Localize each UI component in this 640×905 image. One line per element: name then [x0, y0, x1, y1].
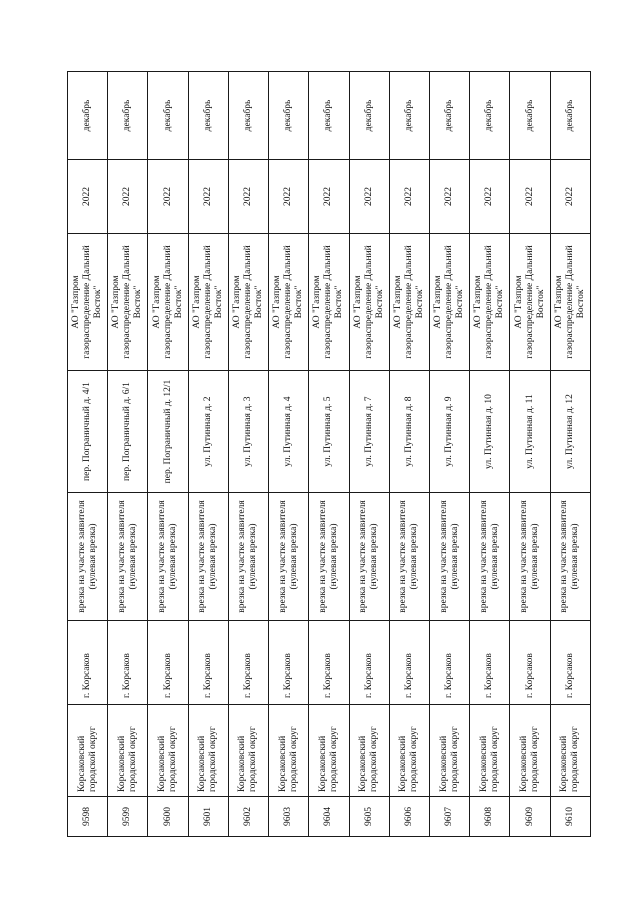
month-cell: декабрь: [188, 72, 228, 160]
row-number: 9609: [510, 797, 550, 837]
row-number: 9598: [68, 797, 108, 837]
year-cell: 2022: [550, 160, 590, 234]
city-cell: г. Корсаков: [510, 621, 550, 705]
table-row: [148, 72, 188, 837]
year-cell: 2022: [309, 160, 349, 234]
city-cell: г. Корсаков: [188, 621, 228, 705]
gasification-schedule-table: [67, 71, 591, 837]
organization-cell: АО "Газпром газораспределение Дальний Восток": [389, 234, 429, 371]
address-cell: пер. Пограничный д. 12/1: [148, 371, 188, 493]
month-cell: декабрь: [389, 72, 429, 160]
district-cell: Корсаковский городской округ: [429, 705, 469, 797]
year-cell: 2022: [188, 160, 228, 234]
row-number: 9603: [269, 797, 309, 837]
month-cell: декабрь: [349, 72, 389, 160]
month-cell: декабрь: [550, 72, 590, 160]
organization-cell: АО "Газпром газораспределение Дальний Восток": [470, 234, 510, 371]
row-number: 9604: [309, 797, 349, 837]
row-number: 9607: [429, 797, 469, 837]
address-cell: ул. Путинная д. 3: [228, 371, 268, 493]
work-type-cell: врезка на участке заявителя (нулевая врезка): [309, 493, 349, 621]
district-cell: Корсаковский городской округ: [188, 705, 228, 797]
table-row: [269, 72, 309, 837]
year-cell: 2022: [510, 160, 550, 234]
organization-cell: АО "Газпром газораспределение Дальний Восток": [309, 234, 349, 371]
month-cell: декабрь: [269, 72, 309, 160]
address-cell: ул. Путинная д. 8: [389, 371, 429, 493]
district-cell: Корсаковский городской округ: [108, 705, 148, 797]
address-cell: ул. Путинная д. 10: [470, 371, 510, 493]
address-cell: ул. Путинная д. 11: [510, 371, 550, 493]
work-type-cell: врезка на участке заявителя (нулевая врезка): [470, 493, 510, 621]
address-cell: ул. Путинная д. 7: [349, 371, 389, 493]
year-cell: 2022: [148, 160, 188, 234]
month-cell: декабрь: [470, 72, 510, 160]
month-cell: декабрь: [228, 72, 268, 160]
row-number: 9605: [349, 797, 389, 837]
city-cell: г. Корсаков: [108, 621, 148, 705]
address-cell: пер. Пограничный д. 4/1: [68, 371, 108, 493]
work-type-cell: врезка на участке заявителя (нулевая врезка): [510, 493, 550, 621]
work-type-cell: врезка на участке заявителя (нулевая врезка): [148, 493, 188, 621]
table-row: [349, 72, 389, 837]
city-cell: г. Корсаков: [550, 621, 590, 705]
organization-cell: АО "Газпром газораспределение Дальний Восток": [148, 234, 188, 371]
row-number: 9599: [108, 797, 148, 837]
work-type-cell: врезка на участке заявителя (нулевая врезка): [389, 493, 429, 621]
row-number: 9601: [188, 797, 228, 837]
work-type-cell: врезка на участке заявителя (нулевая врезка): [429, 493, 469, 621]
work-type-cell: врезка на участке заявителя (нулевая врезка): [269, 493, 309, 621]
district-cell: Корсаковский городской округ: [349, 705, 389, 797]
organization-cell: АО "Газпром газораспределение Дальний Восток": [349, 234, 389, 371]
year-cell: 2022: [108, 160, 148, 234]
table-body: [68, 72, 591, 837]
row-number: 9602: [228, 797, 268, 837]
work-type-cell: врезка на участке заявителя (нулевая врезка): [228, 493, 268, 621]
month-cell: декабрь: [510, 72, 550, 160]
city-cell: г. Корсаков: [228, 621, 268, 705]
month-cell: декабрь: [309, 72, 349, 160]
district-cell: Корсаковский городской округ: [309, 705, 349, 797]
organization-cell: АО "Газпром газораспределение Дальний Восток": [269, 234, 309, 371]
row-number: 9610: [550, 797, 590, 837]
table-row: [188, 72, 228, 837]
table-row: [228, 72, 268, 837]
address-cell: ул. Путинная д. 5: [309, 371, 349, 493]
row-number: 9606: [389, 797, 429, 837]
address-cell: ул. Путинная д. 9: [429, 371, 469, 493]
work-type-cell: врезка на участке заявителя (нулевая врезка): [68, 493, 108, 621]
city-cell: г. Корсаков: [68, 621, 108, 705]
table-row: [309, 72, 349, 837]
year-cell: 2022: [389, 160, 429, 234]
table-row: [470, 72, 510, 837]
city-cell: г. Корсаков: [429, 621, 469, 705]
organization-cell: АО "Газпром газораспределение Дальний Восток": [510, 234, 550, 371]
table-row: [108, 72, 148, 837]
table-row: [510, 72, 550, 837]
table-container: [67, 72, 591, 837]
month-cell: декабрь: [108, 72, 148, 160]
year-cell: 2022: [470, 160, 510, 234]
city-cell: г. Корсаков: [148, 621, 188, 705]
address-cell: ул. Путинная д. 12: [550, 371, 590, 493]
district-cell: Корсаковский городской округ: [389, 705, 429, 797]
month-cell: декабрь: [429, 72, 469, 160]
month-cell: декабрь: [148, 72, 188, 160]
organization-cell: АО "Газпром газораспределение Дальний Восток": [550, 234, 590, 371]
district-cell: Корсаковский городской округ: [550, 705, 590, 797]
year-cell: 2022: [228, 160, 268, 234]
work-type-cell: врезка на участке заявителя (нулевая врезка): [349, 493, 389, 621]
table-row: [389, 72, 429, 837]
table-row: [429, 72, 469, 837]
organization-cell: АО "Газпром газораспределение Дальний Восток": [188, 234, 228, 371]
city-cell: г. Корсаков: [470, 621, 510, 705]
district-cell: Корсаковский городской округ: [228, 705, 268, 797]
work-type-cell: врезка на участке заявителя (нулевая врезка): [108, 493, 148, 621]
organization-cell: АО "Газпром газораспределение Дальний Восток": [68, 234, 108, 371]
city-cell: г. Корсаков: [309, 621, 349, 705]
organization-cell: АО "Газпром газораспределение Дальний Восток": [228, 234, 268, 371]
work-type-cell: врезка на участке заявителя (нулевая врезка): [188, 493, 228, 621]
organization-cell: АО "Газпром газораспределение Дальний Восток": [108, 234, 148, 371]
organization-cell: АО "Газпром газораспределение Дальний Восток": [429, 234, 469, 371]
year-cell: 2022: [429, 160, 469, 234]
city-cell: г. Корсаков: [389, 621, 429, 705]
city-cell: г. Корсаков: [269, 621, 309, 705]
city-cell: г. Корсаков: [349, 621, 389, 705]
work-type-cell: врезка на участке заявителя (нулевая врезка): [550, 493, 590, 621]
district-cell: Корсаковский городской округ: [148, 705, 188, 797]
year-cell: 2022: [68, 160, 108, 234]
district-cell: Корсаковский городской округ: [470, 705, 510, 797]
row-number: 9608: [470, 797, 510, 837]
year-cell: 2022: [349, 160, 389, 234]
address-cell: ул. Путинная д. 2: [188, 371, 228, 493]
table-row: [68, 72, 108, 837]
table-row: [550, 72, 590, 837]
district-cell: Корсаковский городской округ: [269, 705, 309, 797]
address-cell: ул. Путинная д. 4: [269, 371, 309, 493]
address-cell: пер. Пограничный д. 6/1: [108, 371, 148, 493]
year-cell: 2022: [269, 160, 309, 234]
month-cell: декабрь: [68, 72, 108, 160]
district-cell: Корсаковский городской округ: [510, 705, 550, 797]
district-cell: Корсаковский городской округ: [68, 705, 108, 797]
row-number: 9600: [148, 797, 188, 837]
